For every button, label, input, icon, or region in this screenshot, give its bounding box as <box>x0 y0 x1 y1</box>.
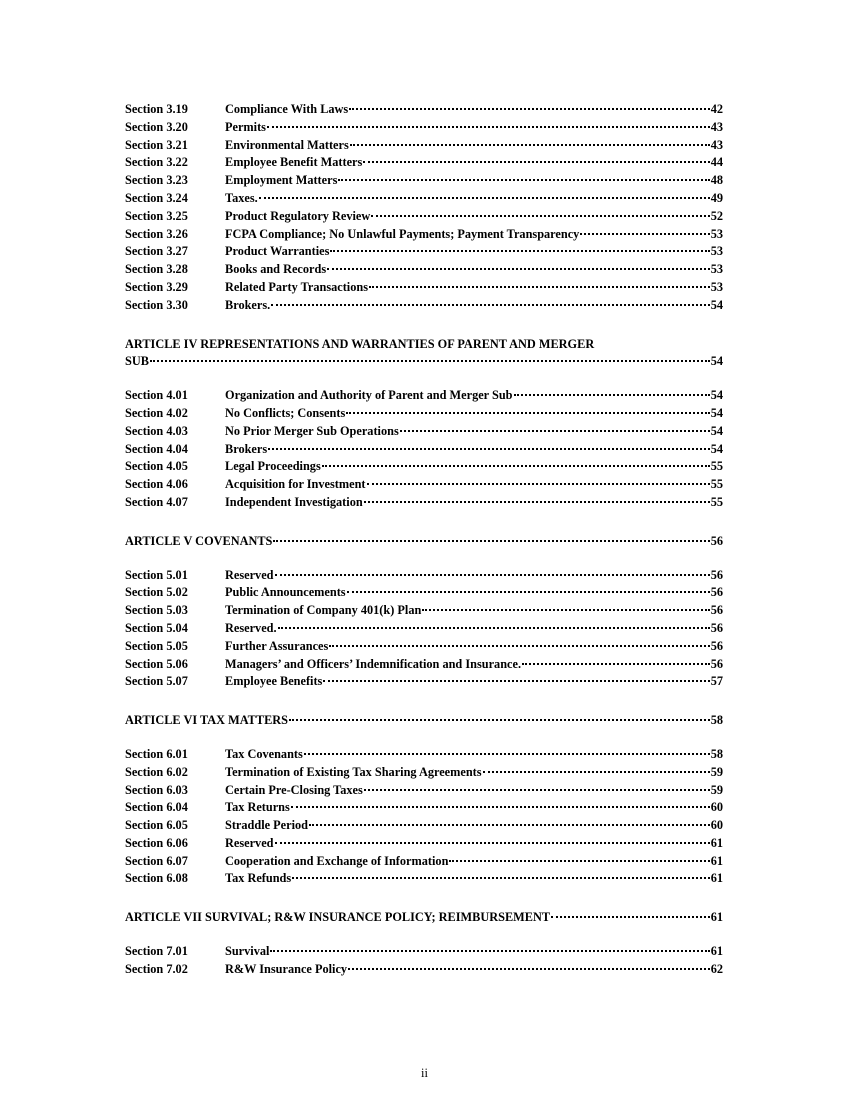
section-page: 53 <box>710 226 723 241</box>
toc-entry <box>125 101 723 119</box>
toc-entry <box>125 602 723 620</box>
toc-entry <box>125 172 723 190</box>
article-4-page: 54 <box>710 354 723 369</box>
section-title: No Prior Merger Sub Operations <box>225 423 399 438</box>
section-title: Brokers. <box>225 297 271 312</box>
dot-leader <box>289 719 710 721</box>
toc-entry <box>125 387 723 405</box>
dot-leader <box>350 144 710 146</box>
article-6-page: 58 <box>710 713 723 728</box>
toc-entry <box>125 208 723 226</box>
toc-entry <box>125 423 723 441</box>
article-7-sections <box>125 943 723 979</box>
dot-leader <box>291 806 710 808</box>
section-number: Section 7.01 <box>125 944 188 959</box>
section-number: Section 3.30 <box>125 297 188 312</box>
section-number: Section 3.25 <box>125 208 188 223</box>
section-number: Section 3.24 <box>125 190 188 205</box>
page-number: ii <box>421 1066 428 1080</box>
toc-entry <box>125 243 723 261</box>
toc-entry <box>125 190 723 208</box>
toc-entry <box>125 261 723 279</box>
article-4-title-line2: SUB <box>125 354 149 369</box>
section-page: 44 <box>710 155 723 170</box>
toc-entry <box>125 154 723 172</box>
toc-entry <box>125 458 723 476</box>
section-number: Section 6.08 <box>125 871 188 886</box>
dot-leader <box>367 483 710 485</box>
table-of-contents <box>125 101 723 979</box>
section-page: 61 <box>710 944 723 959</box>
section-page: 59 <box>710 782 723 797</box>
section-number: Section 3.23 <box>125 173 188 188</box>
dot-leader <box>292 877 710 879</box>
dot-leader <box>309 824 710 826</box>
dot-leader <box>273 540 709 542</box>
section-number: Section 3.27 <box>125 244 188 259</box>
dot-leader <box>268 448 710 450</box>
toc-entry <box>125 746 723 764</box>
section-number: Section 4.03 <box>125 423 188 438</box>
toc-entry <box>125 584 723 602</box>
article-7-page: 61 <box>710 910 723 925</box>
dot-leader <box>259 197 710 199</box>
section-title: Reserved <box>225 835 274 850</box>
section-title: Related Party Transactions <box>225 279 368 294</box>
section-number: Section 6.02 <box>125 764 188 779</box>
section-page: 56 <box>710 638 723 653</box>
article-5-title: ARTICLE V COVENANTS <box>125 533 273 548</box>
toc-entry <box>125 853 723 871</box>
section-page: 54 <box>710 297 723 312</box>
section-page: 58 <box>710 746 723 761</box>
toc-entry <box>125 943 723 961</box>
section-number: Section 5.03 <box>125 603 188 618</box>
section-page: 60 <box>710 818 723 833</box>
section-title: Organization and Authority of Parent and Merger Sub <box>225 388 513 403</box>
toc-entry <box>125 799 723 817</box>
dot-leader <box>338 179 709 181</box>
section-title: R&W Insurance Policy <box>225 961 348 976</box>
section-number: Section 4.06 <box>125 477 188 492</box>
section-title: Product Warranties <box>225 244 330 259</box>
section-page: 54 <box>710 405 723 420</box>
toc-entry <box>125 656 723 674</box>
section-page: 53 <box>710 279 723 294</box>
section-page: 54 <box>710 441 723 456</box>
toc-entry <box>125 961 723 979</box>
dot-leader <box>400 430 710 432</box>
section-number: Section 5.05 <box>125 638 188 653</box>
section-title: Employee Benefits <box>225 674 323 689</box>
section-number: Section 6.04 <box>125 800 188 815</box>
dot-leader <box>371 215 709 217</box>
section-page: 54 <box>710 388 723 403</box>
section-title: Certain Pre-Closing Taxes <box>225 782 363 797</box>
section-title: Tax Returns <box>225 800 290 815</box>
section-number: Section 6.03 <box>125 782 188 797</box>
dot-leader <box>369 286 710 288</box>
article-5-heading <box>125 533 723 551</box>
dot-leader <box>327 268 710 270</box>
toc-entry <box>125 835 723 853</box>
section-title: Survival <box>225 944 270 959</box>
dot-leader <box>271 304 710 306</box>
section-number: Section 7.02 <box>125 961 188 976</box>
section-page: 43 <box>710 119 723 134</box>
dot-leader <box>422 609 709 611</box>
article-6-sections <box>125 746 723 888</box>
section-page: 53 <box>710 262 723 277</box>
section-title: Employment Matters <box>225 173 338 188</box>
section-number: Section 6.05 <box>125 818 188 833</box>
dot-leader <box>551 916 710 918</box>
article-4-sections <box>125 387 723 512</box>
toc-entry <box>125 226 723 244</box>
section-number: Section 5.07 <box>125 674 188 689</box>
toc-entry <box>125 476 723 494</box>
section-page: 59 <box>710 764 723 779</box>
dot-leader <box>330 250 709 252</box>
section-page: 55 <box>710 459 723 474</box>
dot-leader <box>364 789 710 791</box>
dot-leader <box>346 412 709 414</box>
article-7-heading <box>125 909 723 927</box>
article-3-sections <box>125 101 723 315</box>
section-page: 43 <box>710 137 723 152</box>
section-title: Termination of Company 401(k) Plan <box>225 603 422 618</box>
section-title: Employee Benefit Matters <box>225 155 363 170</box>
dot-leader <box>449 860 709 862</box>
article-6-title: ARTICLE VI TAX MATTERS <box>125 713 288 728</box>
section-title: Independent Investigation <box>225 494 363 509</box>
section-title: Straddle Period <box>225 818 308 833</box>
toc-entry <box>125 764 723 782</box>
section-title: Product Regulatory Review <box>225 208 371 223</box>
article-5-sections <box>125 567 723 692</box>
section-title: Permits <box>225 119 266 134</box>
toc-entry <box>125 441 723 459</box>
dot-leader <box>514 394 710 396</box>
section-number: Section 6.06 <box>125 835 188 850</box>
section-page: 56 <box>710 656 723 671</box>
article-4-title-line1: ARTICLE IV REPRESENTATIONS AND WARRANTIES OF PARENT AND MERGER <box>125 336 595 351</box>
section-number: Section 4.05 <box>125 459 188 474</box>
section-title: Legal Proceedings <box>225 459 321 474</box>
section-page: 57 <box>710 674 723 689</box>
toc-entry <box>125 673 723 691</box>
dot-leader <box>349 108 709 110</box>
section-page: 55 <box>710 494 723 509</box>
section-page: 55 <box>710 477 723 492</box>
section-number: Section 4.01 <box>125 388 188 403</box>
section-title: Reserved <box>225 567 274 582</box>
dot-leader <box>150 360 710 362</box>
section-title: Taxes. <box>225 190 258 205</box>
dot-leader <box>270 950 709 952</box>
toc-entry <box>125 817 723 835</box>
section-number: Section 3.26 <box>125 226 188 241</box>
section-page: 56 <box>710 567 723 582</box>
section-title: Managers’ and Officers’ Indemnification and Insurance. <box>225 656 522 671</box>
toc-entry <box>125 870 723 888</box>
toc-entry <box>125 494 723 512</box>
section-title: Acquisition for Investment <box>225 477 366 492</box>
dot-leader <box>580 233 709 235</box>
section-title: Tax Covenants <box>225 746 303 761</box>
section-number: Section 5.02 <box>125 585 188 600</box>
dot-leader <box>275 574 710 576</box>
section-number: Section 4.07 <box>125 494 188 509</box>
section-page: 48 <box>710 173 723 188</box>
section-number: Section 5.06 <box>125 656 188 671</box>
dot-leader <box>323 680 709 682</box>
dot-leader <box>363 161 709 163</box>
section-title: FCPA Compliance; No Unlawful Payments; Payment Transparency <box>225 226 580 241</box>
section-number: Section 3.29 <box>125 279 188 294</box>
section-title: Termination of Existing Tax Sharing Agreements <box>225 764 482 779</box>
toc-entry <box>125 620 723 638</box>
section-page: 60 <box>710 800 723 815</box>
section-number: Section 6.01 <box>125 746 188 761</box>
section-number: Section 3.19 <box>125 102 188 116</box>
dot-leader <box>522 663 710 665</box>
section-number: Section 3.21 <box>125 137 188 152</box>
section-page: 56 <box>710 620 723 635</box>
section-title: Further Assurances <box>225 638 329 653</box>
article-7-title: ARTICLE VII SURVIVAL; R&W INSURANCE POLICY; REIMBURSEMENT <box>125 910 551 925</box>
dot-leader <box>483 771 710 773</box>
section-title: Compliance With Laws <box>225 102 349 116</box>
dot-leader <box>304 753 710 755</box>
toc-entry <box>125 567 723 585</box>
section-page: 42 <box>710 102 723 116</box>
section-page: 61 <box>710 853 723 868</box>
section-title: Brokers <box>225 441 268 456</box>
section-title: Tax Refunds <box>225 871 292 886</box>
toc-entry <box>125 638 723 656</box>
toc-entry <box>125 297 723 315</box>
section-page: 54 <box>710 423 723 438</box>
section-title: No Conflicts; Consents <box>225 405 346 420</box>
section-number: Section 5.01 <box>125 567 188 582</box>
section-number: Section 3.28 <box>125 262 188 277</box>
section-title: Environmental Matters <box>225 137 349 152</box>
section-page: 56 <box>710 585 723 600</box>
section-page: 49 <box>710 190 723 205</box>
section-page: 56 <box>710 603 723 618</box>
dot-leader <box>267 126 710 128</box>
section-number: Section 6.07 <box>125 853 188 868</box>
section-number: Section 3.20 <box>125 119 188 134</box>
section-title: Public Announcements <box>225 585 346 600</box>
article-4-heading <box>125 336 723 372</box>
article-6-heading <box>125 712 723 730</box>
dot-leader <box>278 627 710 629</box>
article-5-page: 56 <box>710 533 723 548</box>
dot-leader <box>347 591 710 593</box>
dot-leader <box>364 501 710 503</box>
section-page: 62 <box>710 961 723 976</box>
section-title: Reserved. <box>225 620 277 635</box>
section-number: Section 5.04 <box>125 620 188 635</box>
dot-leader <box>329 645 709 647</box>
section-title: Books and Records <box>225 262 327 277</box>
toc-entry <box>125 782 723 800</box>
dot-leader <box>322 465 710 467</box>
section-title: Cooperation and Exchange of Information <box>225 853 449 868</box>
section-number: Section 3.22 <box>125 155 188 170</box>
toc-entry <box>125 119 723 137</box>
dot-leader <box>275 842 710 844</box>
section-number: Section 4.02 <box>125 405 188 420</box>
section-page: 61 <box>710 835 723 850</box>
toc-entry <box>125 279 723 297</box>
section-number: Section 4.04 <box>125 441 188 456</box>
toc-entry <box>125 137 723 155</box>
section-page: 61 <box>710 871 723 886</box>
dot-leader <box>348 968 710 970</box>
toc-entry <box>125 405 723 423</box>
section-page: 52 <box>710 208 723 223</box>
section-page: 53 <box>710 244 723 259</box>
